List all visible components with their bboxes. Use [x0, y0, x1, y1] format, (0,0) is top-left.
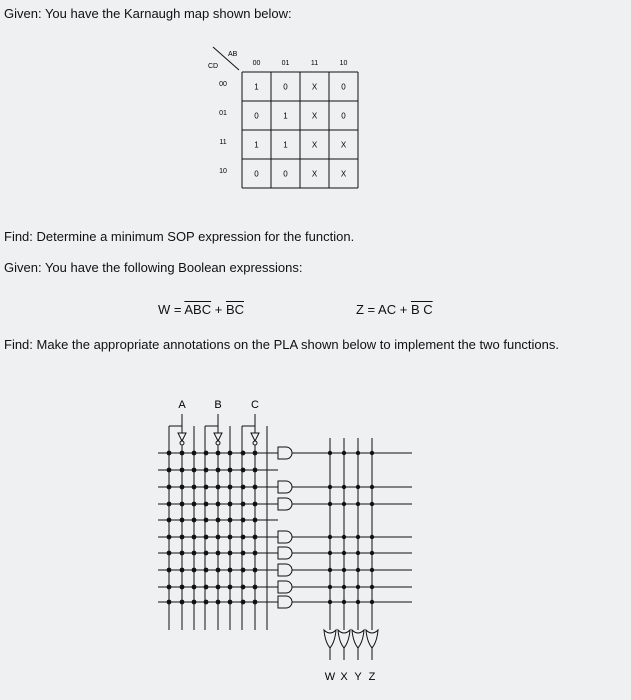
- inverter-icon: [251, 433, 259, 441]
- pla-connection-dot: [204, 502, 209, 507]
- pla-connection-dot: [241, 502, 246, 507]
- inverter-icon: [214, 433, 222, 441]
- pla-connection-dot: [192, 451, 197, 456]
- kmap-cell: X: [340, 140, 347, 150]
- pla-connection-dot: [228, 551, 233, 556]
- pla-connection-dot: [241, 535, 246, 540]
- given-boolean-text: Given: You have the following Boolean expressions:: [4, 260, 303, 275]
- pla-connection-dot: [192, 485, 197, 490]
- kmap-row-header: 00: [219, 81, 227, 88]
- given-kmap-text: Given: You have the Karnaugh map shown below:: [4, 6, 292, 21]
- pla-connection-dot: [204, 585, 209, 590]
- pla-connection-dot: [216, 468, 221, 473]
- kmap-cell: 0: [283, 169, 288, 179]
- pla-connection-dot: [167, 585, 172, 590]
- pla-connection-dot: [342, 585, 346, 589]
- pla-connection-dot: [228, 585, 233, 590]
- kmap-cell: 0: [254, 169, 259, 179]
- pla-connection-dot: [180, 535, 185, 540]
- pla-connection-dot: [342, 535, 346, 539]
- pla-connection-dot: [328, 535, 332, 539]
- pla-connection-dot: [342, 600, 346, 604]
- pla-connection-dot: [180, 551, 185, 556]
- pla-connection-dot: [216, 502, 221, 507]
- kmap-ab-label: AB: [228, 51, 238, 58]
- kmap-cell: X: [311, 140, 318, 150]
- and-gate-icon: [278, 531, 292, 543]
- pla-connection-dot: [192, 535, 197, 540]
- and-gate-icon: [278, 498, 292, 510]
- kmap-col-header: 11: [310, 60, 319, 67]
- pla-connection-dot: [216, 568, 221, 573]
- pla-connection-dot: [180, 468, 185, 473]
- pla-connection-dot: [180, 518, 185, 523]
- inverter-icon: [178, 433, 186, 441]
- pla-connection-dot: [253, 585, 258, 590]
- kmap-cell: X: [311, 111, 318, 121]
- pla-connection-dot: [328, 568, 332, 572]
- kmap-row-header: 01: [219, 110, 227, 117]
- pla-connection-dot: [180, 485, 185, 490]
- pla-connection-dot: [328, 585, 332, 589]
- pla-connection-dot: [328, 551, 332, 555]
- pla-connection-dot: [228, 600, 233, 605]
- pla-connection-dot: [370, 551, 374, 555]
- pla-connection-dot: [342, 485, 346, 489]
- pla-connection-dot: [192, 468, 197, 473]
- pla-input-label: A: [178, 399, 186, 411]
- pla-connection-dot: [370, 451, 374, 455]
- pla-connection-dot: [356, 485, 360, 489]
- pla-connection-dot: [241, 451, 246, 456]
- kmap-cell: X: [340, 169, 347, 179]
- karnaugh-map: [205, 45, 365, 195]
- pla-connection-dot: [253, 518, 258, 523]
- pla-connection-dot: [253, 600, 258, 605]
- pla-connection-dot: [370, 585, 374, 589]
- pla-connection-dot: [356, 600, 360, 604]
- pla-connection-dot: [228, 568, 233, 573]
- inverter-bubble-icon: [180, 441, 184, 445]
- pla-connection-dot: [370, 535, 374, 539]
- pla-connection-dot: [167, 600, 172, 605]
- pla-connection-dot: [192, 585, 197, 590]
- pla-output-label: Z: [368, 671, 376, 683]
- kmap-row-header: 11: [219, 139, 227, 146]
- pla-connection-dot: [228, 502, 233, 507]
- kmap-cell: 1: [283, 140, 288, 150]
- pla-connection-dot: [253, 485, 258, 490]
- pla-connection-dot: [180, 600, 185, 605]
- kmap-cd-label: CD: [208, 63, 219, 70]
- find-sop-text: Find: Determine a minimum SOP expression for the function.: [4, 229, 355, 244]
- pla-connection-dot: [370, 568, 374, 572]
- pla-connection-dot: [241, 600, 246, 605]
- pla-connection-dot: [356, 535, 360, 539]
- kmap-cell: 1: [254, 140, 259, 150]
- pla-output-label: X: [340, 671, 348, 683]
- pla-connection-dot: [228, 451, 233, 456]
- pla-connection-dot: [167, 451, 172, 456]
- inverter-bubble-icon: [216, 441, 220, 445]
- pla-input-label: C: [251, 399, 259, 411]
- pla-connection-dot: [167, 468, 172, 473]
- pla-input-label: B: [214, 399, 222, 411]
- pla-connection-dot: [167, 535, 172, 540]
- and-gate-icon: [278, 564, 292, 576]
- kmap-cell: X: [311, 169, 318, 179]
- pla-connection-dot: [204, 485, 209, 490]
- pla-connection-dot: [167, 485, 172, 490]
- pla-connection-dot: [356, 585, 360, 589]
- pla-connection-dot: [241, 551, 246, 556]
- pla-connection-dot: [216, 535, 221, 540]
- pla-connection-dot: [370, 600, 374, 604]
- kmap-cell: 1: [283, 111, 288, 121]
- pla-connection-dot: [167, 518, 172, 523]
- pla-connection-dot: [204, 518, 209, 523]
- expression-w: $W = \overline{ABC} + \overline{BC}$: [158, 302, 244, 317]
- or-gate-icon: [324, 630, 336, 648]
- kmap-col-header: 00: [252, 60, 261, 67]
- pla-connection-dot: [180, 585, 185, 590]
- kmap-row-header: 10: [219, 168, 227, 175]
- or-gate-icon: [352, 630, 364, 648]
- pla-connection-dot: [192, 518, 197, 523]
- kmap-cell: 0: [283, 82, 288, 92]
- pla-connection-dot: [228, 535, 233, 540]
- pla-connection-dot: [216, 451, 221, 456]
- pla-connection-dot: [204, 600, 209, 605]
- pla-connection-dot: [342, 451, 346, 455]
- kmap-cell: 0: [254, 111, 259, 121]
- pla-connection-dot: [167, 568, 172, 573]
- kmap-cell: 0: [341, 82, 346, 92]
- pla-connection-dot: [370, 485, 374, 489]
- pla-connection-dot: [342, 502, 346, 506]
- pla-connection-dot: [204, 551, 209, 556]
- pla-connection-dot: [167, 551, 172, 556]
- pla-connection-dot: [180, 568, 185, 573]
- pla-connection-dot: [253, 502, 258, 507]
- pla-connection-dot: [253, 451, 258, 456]
- kmap-col-header: 01: [281, 60, 290, 67]
- pla-connection-dot: [253, 535, 258, 540]
- pla-connection-dot: [241, 568, 246, 573]
- pla-connection-dot: [204, 535, 209, 540]
- pla-connection-dot: [241, 585, 246, 590]
- pla-connection-dot: [241, 518, 246, 523]
- pla-output-label: Y: [354, 671, 362, 683]
- or-gate-icon: [366, 630, 378, 648]
- find-pla-text: Find: Make the appropriate annotations on the PLA shown below to implement the two functions.: [4, 337, 560, 352]
- and-gate-icon: [278, 447, 292, 459]
- pla-connection-dot: [216, 485, 221, 490]
- pla-connection-dot: [192, 551, 197, 556]
- pla-connection-dot: [228, 468, 233, 473]
- pla-connection-dot: [328, 502, 332, 506]
- and-gate-icon: [278, 596, 292, 608]
- pla-connection-dot: [356, 551, 360, 555]
- pla-connection-dot: [204, 568, 209, 573]
- kmap-col-header: 10: [339, 60, 348, 67]
- pla-connection-dot: [253, 468, 258, 473]
- pla-connection-dot: [192, 568, 197, 573]
- and-gate-icon: [278, 547, 292, 559]
- pla-diagram: [150, 390, 420, 695]
- pla-connection-dot: [216, 585, 221, 590]
- pla-connection-dot: [216, 600, 221, 605]
- pla-connection-dot: [328, 600, 332, 604]
- pla-connection-dot: [241, 485, 246, 490]
- pla-connection-dot: [253, 551, 258, 556]
- kmap-cell: X: [311, 82, 318, 92]
- expression-z: Z = AC + B C: [356, 302, 433, 317]
- pla-connection-dot: [241, 468, 246, 473]
- kmap-cell: 0: [341, 111, 346, 121]
- pla-connection-dot: [167, 502, 172, 507]
- and-gate-icon: [278, 481, 292, 493]
- pla-connection-dot: [356, 451, 360, 455]
- pla-connection-dot: [370, 502, 374, 506]
- pla-connection-dot: [216, 551, 221, 556]
- pla-connection-dot: [356, 502, 360, 506]
- or-gate-icon: [338, 630, 350, 648]
- pla-connection-dot: [342, 551, 346, 555]
- pla-connection-dot: [192, 600, 197, 605]
- pla-connection-dot: [328, 451, 332, 455]
- pla-connection-dot: [180, 502, 185, 507]
- pla-connection-dot: [228, 485, 233, 490]
- kmap-cell: 1: [254, 82, 259, 92]
- pla-connection-dot: [204, 451, 209, 456]
- pla-connection-dot: [342, 568, 346, 572]
- inverter-bubble-icon: [253, 441, 257, 445]
- pla-connection-dot: [253, 568, 258, 573]
- pla-connection-dot: [216, 518, 221, 523]
- pla-output-label: W: [324, 671, 336, 683]
- pla-connection-dot: [228, 518, 233, 523]
- pla-connection-dot: [192, 502, 197, 507]
- pla-connection-dot: [328, 485, 332, 489]
- pla-connection-dot: [204, 468, 209, 473]
- pla-connection-dot: [356, 568, 360, 572]
- pla-connection-dot: [180, 451, 185, 456]
- and-gate-icon: [278, 581, 292, 593]
